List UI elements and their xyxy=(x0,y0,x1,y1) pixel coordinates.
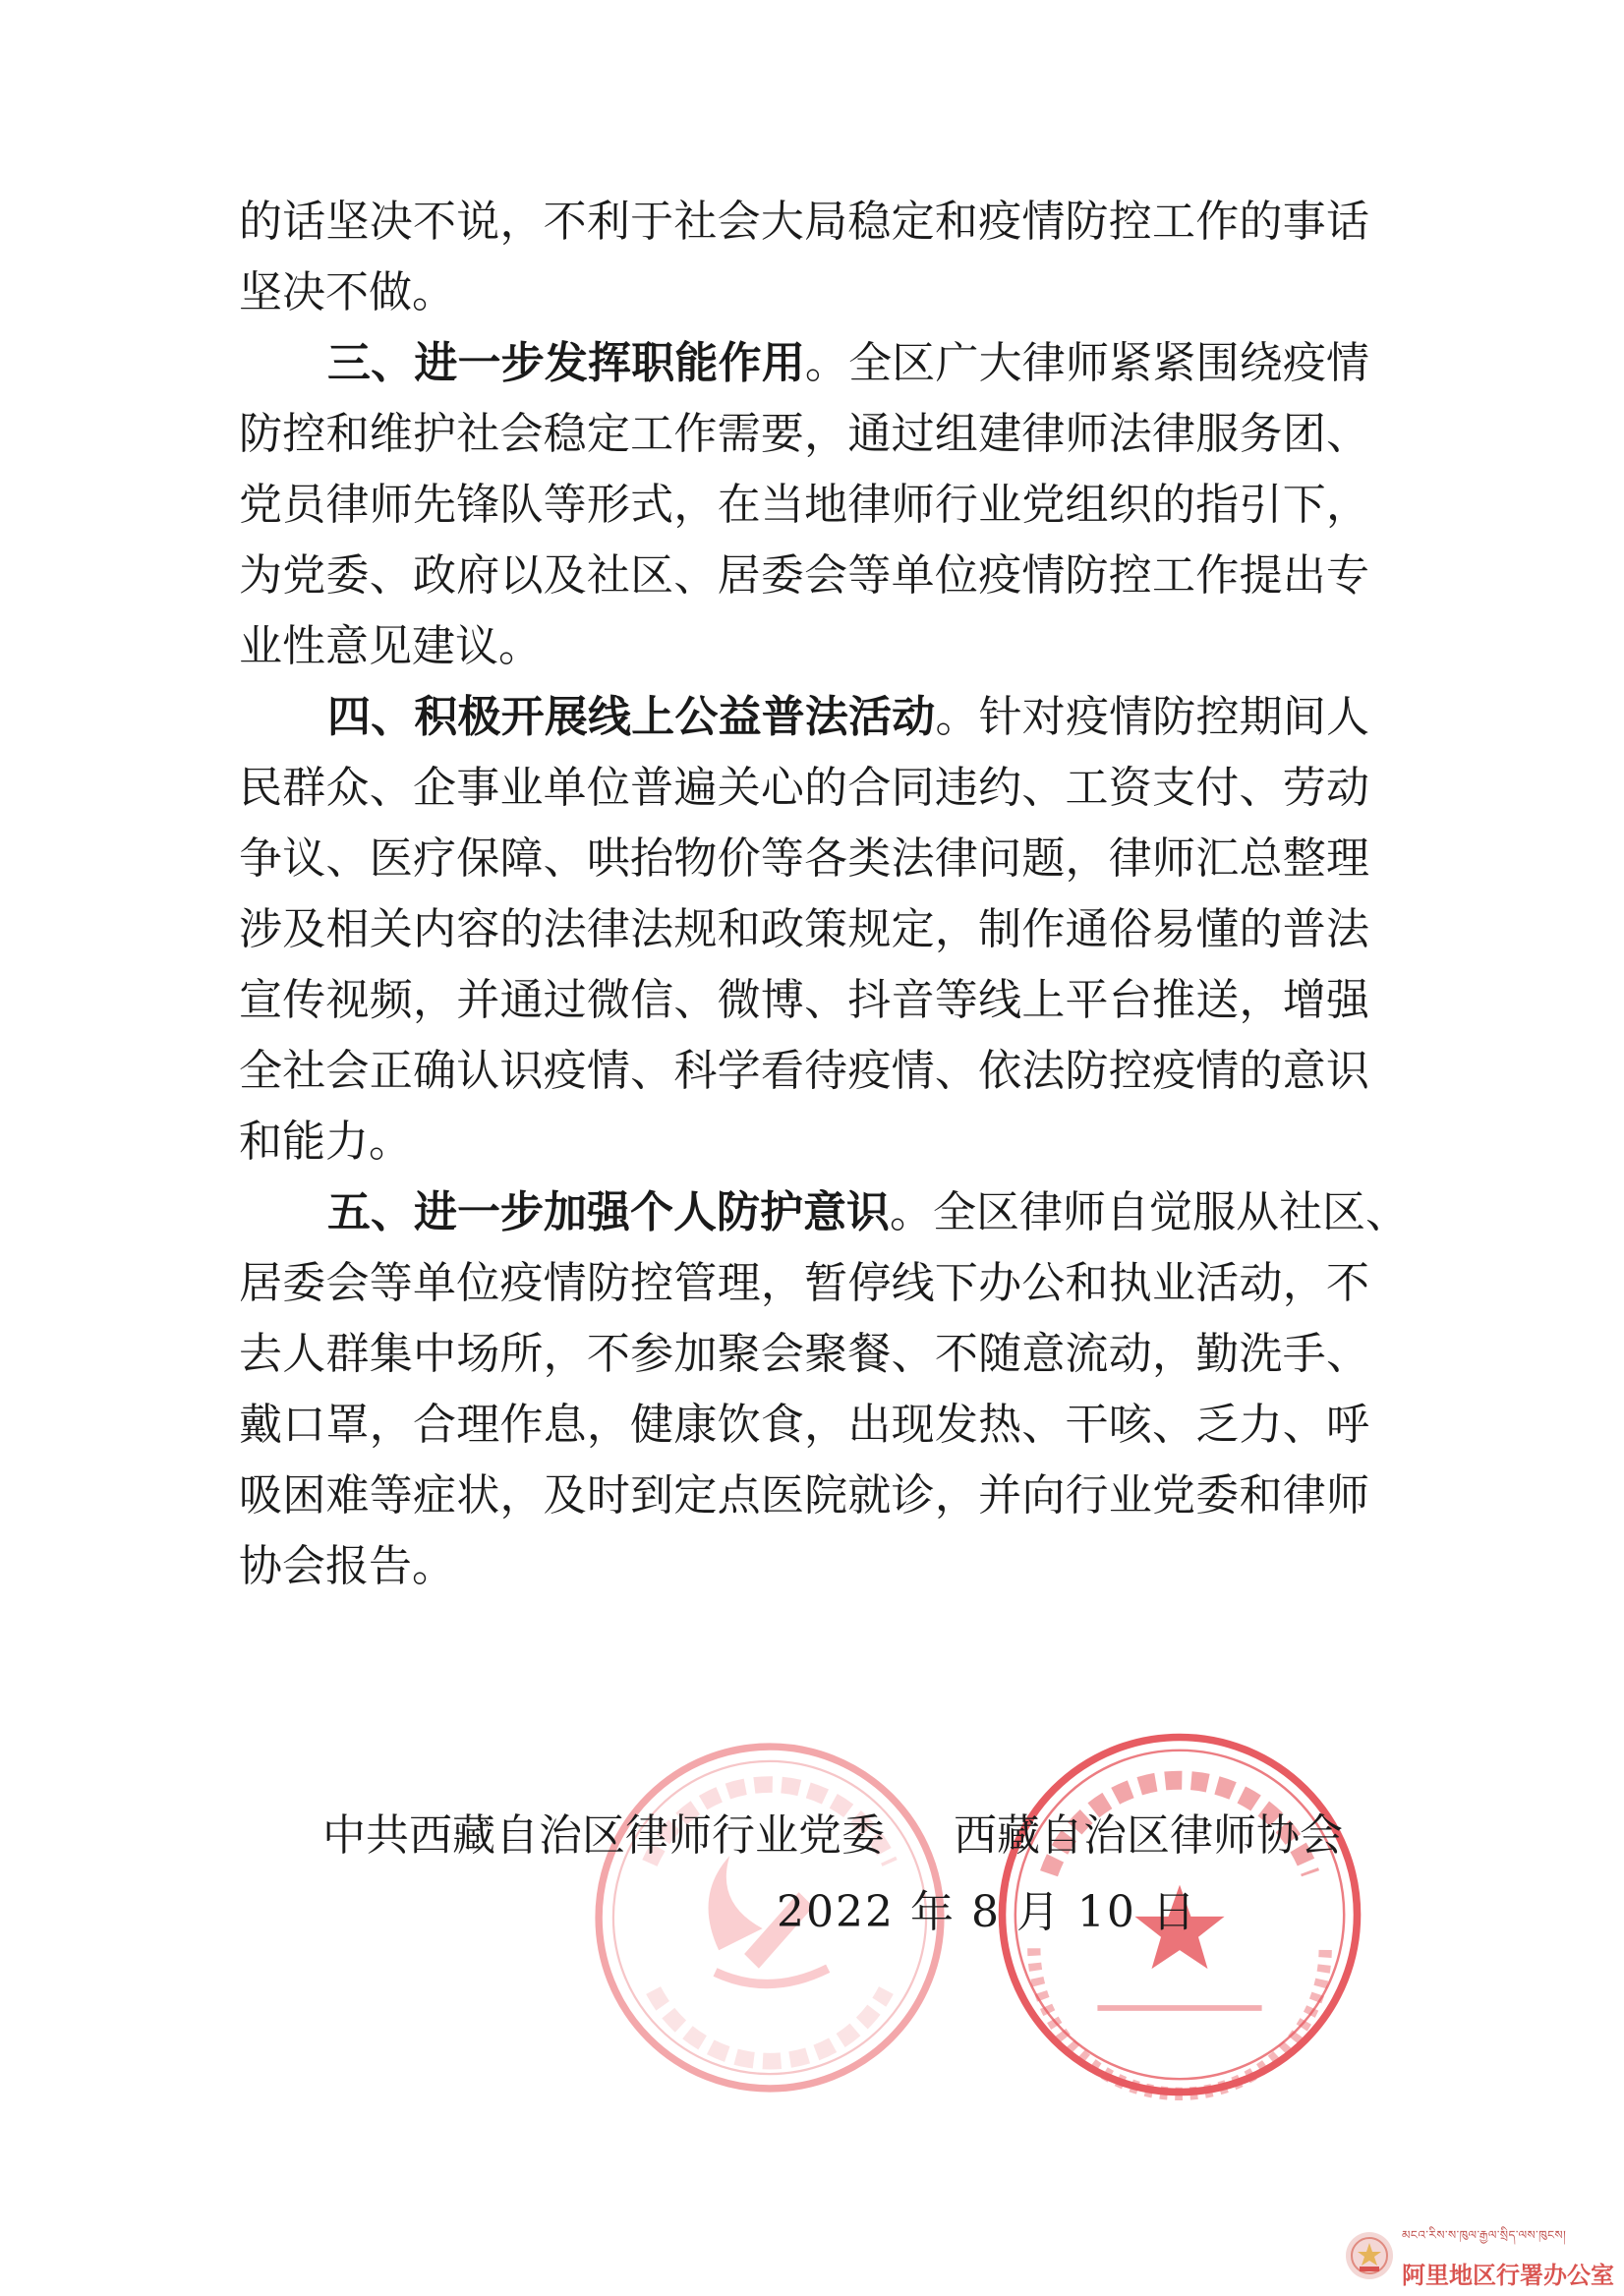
paragraph-line: 宣传视频，并通过微信、微博、抖音等线上平台推送，增强 xyxy=(239,975,1369,1025)
national-emblem-icon xyxy=(1343,2229,1396,2282)
paragraph-line: 防控和维护社会稳定工作需要，通过组建律师法律服务团、 xyxy=(239,409,1369,459)
paragraph-line: 党员律师先锋队等形式，在当地律师行业党组织的指引下， xyxy=(239,480,1369,530)
paragraph-line: 业性意见建议。 xyxy=(239,621,542,671)
section-4-heading: 四、积极开展线上公益普法活动 xyxy=(327,692,936,742)
section-4-lead-text: 。针对疫情防控期间人 xyxy=(935,692,1370,742)
watermark-tibetan-text: མངའ་རིས་ས་ཁུལ་རྒྱལ་སྲིད་ལས་ཁུངས། xyxy=(1402,2227,1567,2242)
document-date: 2022 年 8 月 10 日 xyxy=(777,1887,1197,1937)
signatory-lawyers-association: 西藏自治区律师协会 xyxy=(954,1810,1343,1861)
section-3-lead-text: 。全区广大律师紧紧围绕疫情 xyxy=(804,338,1370,388)
paragraph-line: 全社会正确认识疫情、科学看待疫情、依法防控疫情的意识 xyxy=(239,1046,1369,1096)
section-3-heading: 三、进一步发挥职能作用 xyxy=(327,338,805,388)
paragraph-line: 坚决不做。 xyxy=(239,267,455,317)
paragraph-line: 为党委、政府以及社区、居委会等单位疫情防控工作提出专 xyxy=(239,550,1369,601)
paragraph-line: 去人群集中场所，不参加聚会聚餐、不随意流动，勤洗手、 xyxy=(239,1329,1369,1379)
paragraph-line: 民群众、企事业单位普遍关心的合同违约、工资支付、劳动 xyxy=(239,763,1369,813)
section-5-first-line xyxy=(327,1185,1409,1240)
section-5-heading: 五、进一步加强个人防护意识 xyxy=(327,1187,890,1237)
paragraph-line: 吸困难等症状，及时到定点医院就诊，并向行业党委和律师 xyxy=(239,1470,1369,1521)
paragraph-line: 协会报告。 xyxy=(239,1541,455,1591)
watermark-office-name: 阿里地区行署办公室 xyxy=(1402,2261,1614,2289)
paragraph-line: 争议、医疗保障、哄抬物价等各类法律问题，律师汇总整理 xyxy=(239,833,1369,884)
signatory-party-committee: 中共西藏自治区律师行业党委 xyxy=(322,1810,885,1861)
source-watermark xyxy=(1343,2219,1618,2292)
paragraph-line: 和能力。 xyxy=(239,1117,412,1167)
paragraph-line: 居委会等单位疫情防控管理，暂停线下办公和执业活动，不 xyxy=(239,1258,1369,1308)
paragraph-line: 戴口罩，合理作息，健康饮食，出现发热、干咳、乏力、呼 xyxy=(239,1400,1369,1450)
section-4-first-line xyxy=(327,690,1369,745)
section-3-first-line xyxy=(327,336,1369,391)
paragraph-line: 涉及相关内容的法律法规和政策规定，制作通俗易懂的普法 xyxy=(239,904,1369,954)
paragraph-line: 的话坚决不说，不利于社会大局稳定和疫情防控工作的事话 xyxy=(239,197,1369,247)
section-5-lead-text: 。全区律师自觉服从社区、 xyxy=(890,1187,1409,1237)
